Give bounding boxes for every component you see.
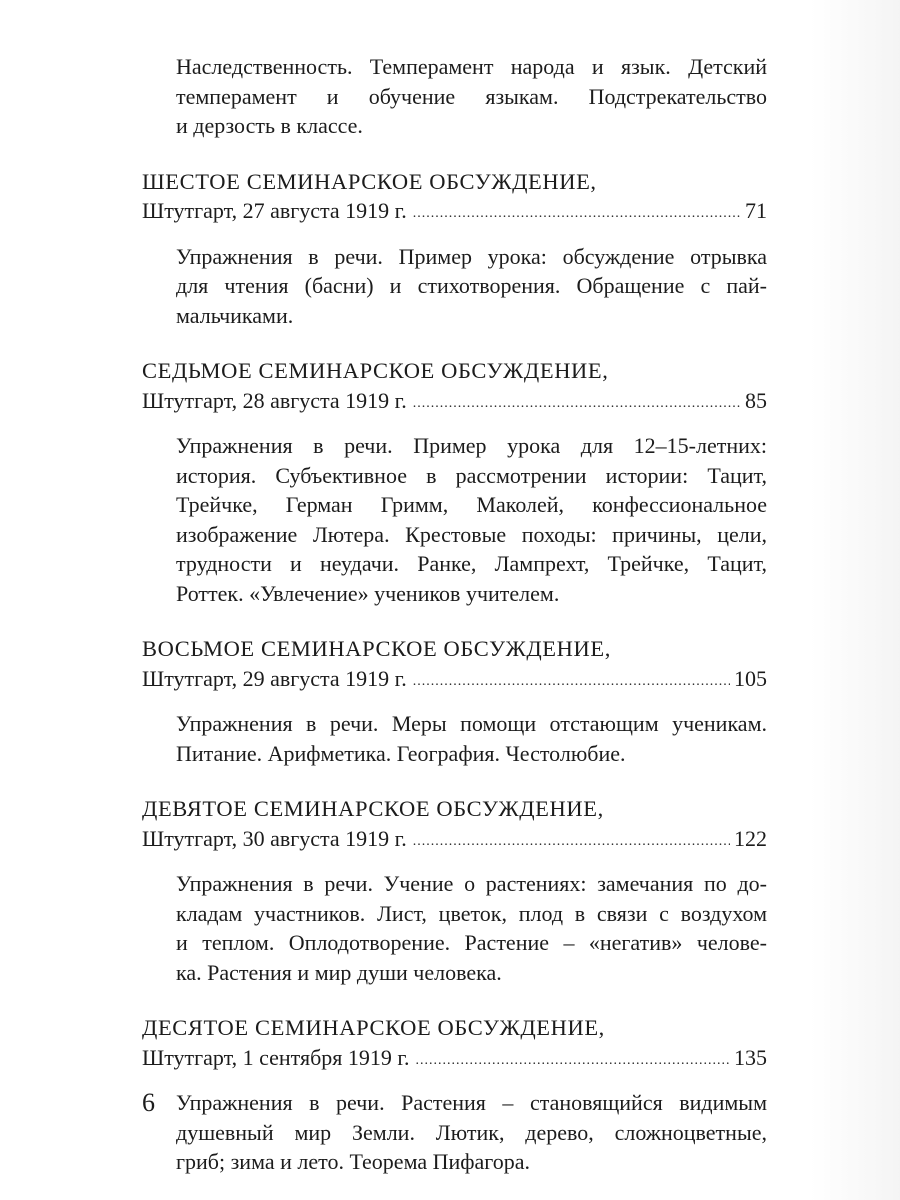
description-line: и теплом. Оплодотворение. Растение – «негатив» челове- bbox=[176, 930, 767, 955]
dot-leader bbox=[415, 1046, 730, 1076]
toc-entry bbox=[142, 356, 767, 608]
entry-page-number: 135 bbox=[734, 1044, 767, 1070]
dot-leader bbox=[413, 389, 741, 419]
description-line: Упражнения в речи. Учение о растениях: замечания по до- bbox=[176, 871, 767, 896]
toc-line[interactable] bbox=[142, 1043, 767, 1077]
dot-leader bbox=[413, 199, 741, 229]
description-line: темперамент и обучение языкам. Подстрекательство bbox=[176, 83, 767, 109]
toc-line[interactable] bbox=[142, 824, 767, 858]
intro-description bbox=[176, 52, 767, 141]
page-number: 6 bbox=[142, 1088, 155, 1117]
entry-heading: ДЕВЯТОЕ СЕМИНАРСКОЕ ОБСУЖДЕНИЕ, bbox=[142, 796, 604, 821]
entry-heading: ДЕСЯТОЕ СЕМИНАРСКОЕ ОБСУЖДЕНИЕ, bbox=[142, 1015, 605, 1040]
description-line: Упражнения в речи. Пример урока: обсуждение отрывка bbox=[176, 243, 767, 269]
toc-line[interactable] bbox=[142, 664, 767, 698]
description-line: Упражнения в речи. Пример урока для 12–15-летних: bbox=[176, 433, 767, 458]
description-line: Питание. Арифметика. География. Честолюбие. bbox=[176, 740, 626, 766]
entry-page-number: 85 bbox=[745, 387, 767, 413]
description-line: душевный мир Земли. Лютик, дерево, сложноцветные, bbox=[176, 1119, 767, 1145]
description-line: Трейчке, Герман Гримм, Маколей, конфессиональное bbox=[176, 492, 767, 517]
description-line: Роттек. «Увлечение» учеников учителем. bbox=[176, 580, 560, 606]
toc-entry bbox=[142, 167, 767, 331]
description-line: для чтения (басни) и стихотворения. Обращение с пай- bbox=[176, 273, 767, 298]
description-line: Наследственность. Темперамент народа и язык. Детский bbox=[176, 54, 767, 79]
description-line: кладам участников. Лист, цветок, плод в связи с воздухом bbox=[176, 900, 767, 926]
description-line: Упражнения в речи. Растения – становящийся видимым bbox=[176, 1090, 767, 1115]
entry-page-number: 122 bbox=[734, 825, 767, 851]
entry-page-number: 105 bbox=[734, 665, 767, 691]
entry-place-date: Штутгарт, 28 августа 1919 г. bbox=[142, 387, 407, 413]
description-line: история. Субъективное в рассмотрении истории: Тацит, bbox=[176, 462, 767, 488]
entry-description bbox=[176, 242, 767, 331]
entry-place-date: Штутгарт, 27 августа 1919 г. bbox=[142, 198, 407, 223]
description-line: изображение Лютера. Крестовые походы: причины, цели, bbox=[176, 521, 767, 547]
toc-entry bbox=[142, 1013, 767, 1177]
entry-place-date: Штутгарт, 30 августа 1919 г. bbox=[142, 825, 407, 851]
toc-line[interactable] bbox=[142, 196, 767, 230]
description-line: трудности и неудачи. Ранке, Лампрехт, Трейчке, Тацит, bbox=[176, 551, 767, 576]
entry-page-number: 71 bbox=[745, 198, 767, 223]
dot-leader bbox=[413, 827, 730, 857]
description-line: мальчиками. bbox=[176, 302, 294, 328]
entry-heading: СЕДЬМОЕ СЕМИНАРСКОЕ ОБСУЖДЕНИЕ, bbox=[142, 358, 609, 383]
entry-place-date: Штутгарт, 1 сентября 1919 г. bbox=[142, 1044, 410, 1070]
entry-place-date: Штутгарт, 29 августа 1919 г. bbox=[142, 665, 407, 691]
entry-heading: ВОСЬМОЕ СЕМИНАРСКОЕ ОБСУЖДЕНИЕ, bbox=[142, 636, 611, 661]
entry-description bbox=[176, 1088, 767, 1177]
dot-leader bbox=[413, 667, 730, 697]
description-line: гриб; зима и лето. Теорема Пифагора. bbox=[176, 1149, 531, 1174]
entry-heading: ШЕСТОЕ СЕМИНАРСКОЕ ОБСУЖДЕНИЕ, bbox=[142, 168, 597, 194]
description-line: ка. Растения и мир души человека. bbox=[176, 959, 502, 985]
entry-description bbox=[176, 709, 767, 768]
description-line: и дерзость в классе. bbox=[176, 113, 363, 138]
entry-description bbox=[176, 431, 767, 608]
toc-entry bbox=[142, 794, 767, 987]
entry-description bbox=[176, 869, 767, 987]
table-of-contents bbox=[142, 52, 767, 1177]
toc-entry bbox=[142, 634, 767, 768]
description-line: Упражнения в речи. Меры помощи отстающим ученикам. bbox=[176, 711, 767, 736]
toc-line[interactable] bbox=[142, 386, 767, 420]
